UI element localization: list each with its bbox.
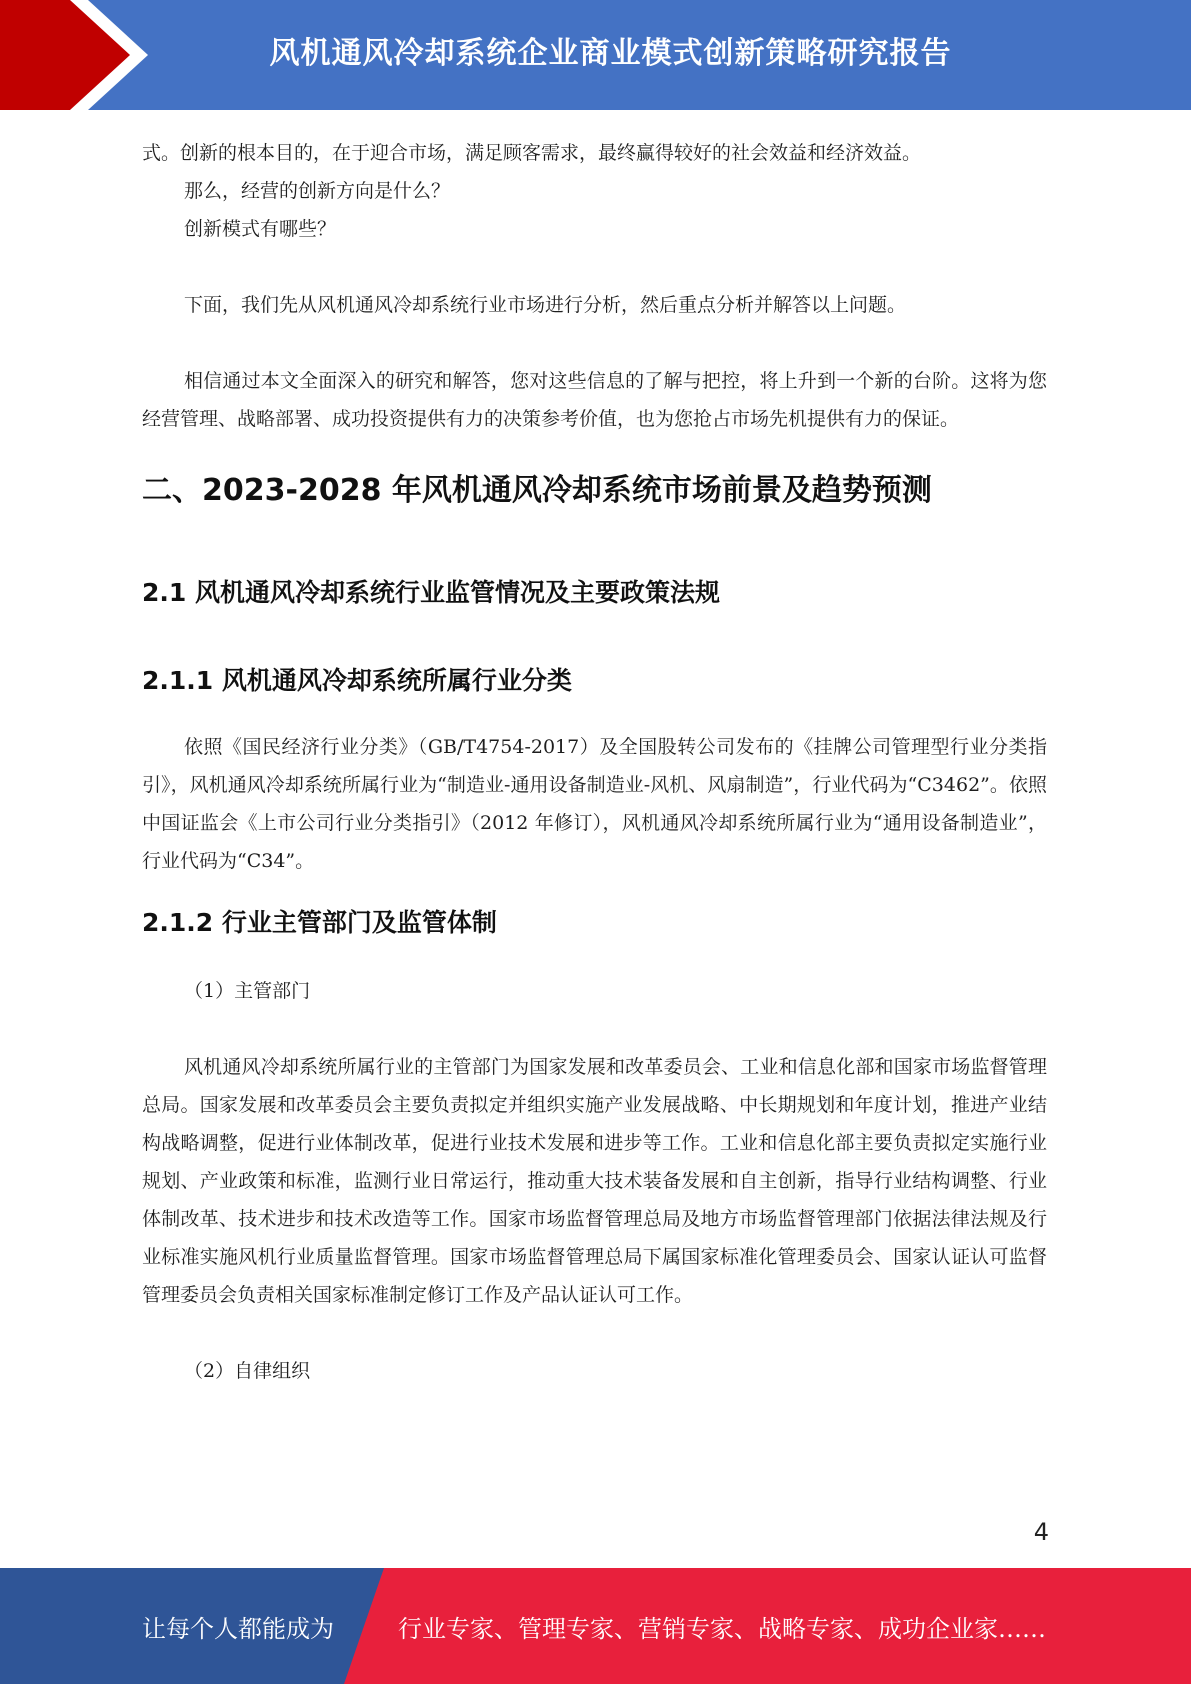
section-2-heading: 二、2023-2028 年风机通风冷却系统市场前景及趋势预测 [142, 473, 932, 508]
section-2-1-1-heading: 2.1.1 风机通风冷却系统所属行业分类 [142, 666, 572, 695]
page-footer [0, 1568, 1191, 1684]
section-2-1-2-heading: 2.1.2 行业主管部门及监管体制 [142, 908, 497, 937]
paragraph-value-statement: 相信通过本文全面深入的研究和解答，您对这些信息的了解与把控，将上升到一个新的台阶。这将为您经营管理、战略部署、成功投资提供有力的决策参考价值，也为您抢占市场先机提供有力的保证。 [142, 370, 1047, 430]
paragraph-intro-continuation: 式。创新的根本目的，在于迎合市场，满足顾客需求，最终赢得较好的社会效益和经济效益。 [142, 142, 922, 164]
item-competent-authority: （1）主管部门 [184, 980, 311, 1002]
paragraph-regulatory-bodies: 风机通风冷却系统所属行业的主管部门为国家发展和改革委员会、工业和信息化部和国家市场监督管理总局。国家发展和改革委员会主要负责拟定并组织实施产业发展战略、中长期规划和年度计划，推进产业结构战略调整，促进行业体制改革，促进行业技术发展和进步等工作。工业和信息化部主要负责拟定实施行业规划、产业政策和标准，监测行业日常运行，推动重大技术装备发展和自主创新，指导行业结构调整、行业体制改革、技术进步和技术改造等工作。国家市场监督管理总局及地方市场监督管理部门依据法律法规及行业标准实施风机行业质量监督管理。国家市场监督管理总局下属国家标准化管理委员会、国家认证认可监督管理委员会负责相关国家标准制定修订工作及产品认证认可工作。 [142, 1056, 1047, 1306]
question-innovation-direction: 那么，经营的创新方向是什么？ [184, 180, 451, 202]
page-header [0, 0, 1191, 110]
footer-slogan-left: 让每个人都能成为 [142, 1614, 334, 1643]
page-content [142, 134, 1047, 1390]
item-self-regulatory-org: （2）自律组织 [184, 1360, 311, 1382]
paragraph-analysis-plan: 下面，我们先从风机通风冷却系统行业市场进行分析，然后重点分析并解答以上问题。 [184, 294, 907, 316]
question-innovation-modes: 创新模式有哪些？ [184, 218, 337, 240]
report-title: 风机通风冷却系统企业商业模式创新策略研究报告 [269, 36, 952, 71]
footer-slogan-right: 行业专家、管理专家、营销专家、战略专家、成功企业家…… [398, 1614, 1046, 1643]
page-number: 4 [1033, 1518, 1049, 1546]
paragraph-industry-classification: 依照《国民经济行业分类》（GB/T4754-2017）及全国股转公司发布的《挂牌公司管理型行业分类指引》，风机通风冷却系统所属行业为“制造业-通用设备制造业-风机、风扇制造”，行业代码为“C3462”。依照中国证监会《上市公司行业分类指引》（2012 年修订），风机通风冷却系统所属行业为“通用设备制造业”，行业代码为“C34”。 [142, 736, 1047, 872]
section-2-1-heading: 2.1 风机通风冷却系统行业监管情况及主要政策法规 [142, 578, 720, 607]
